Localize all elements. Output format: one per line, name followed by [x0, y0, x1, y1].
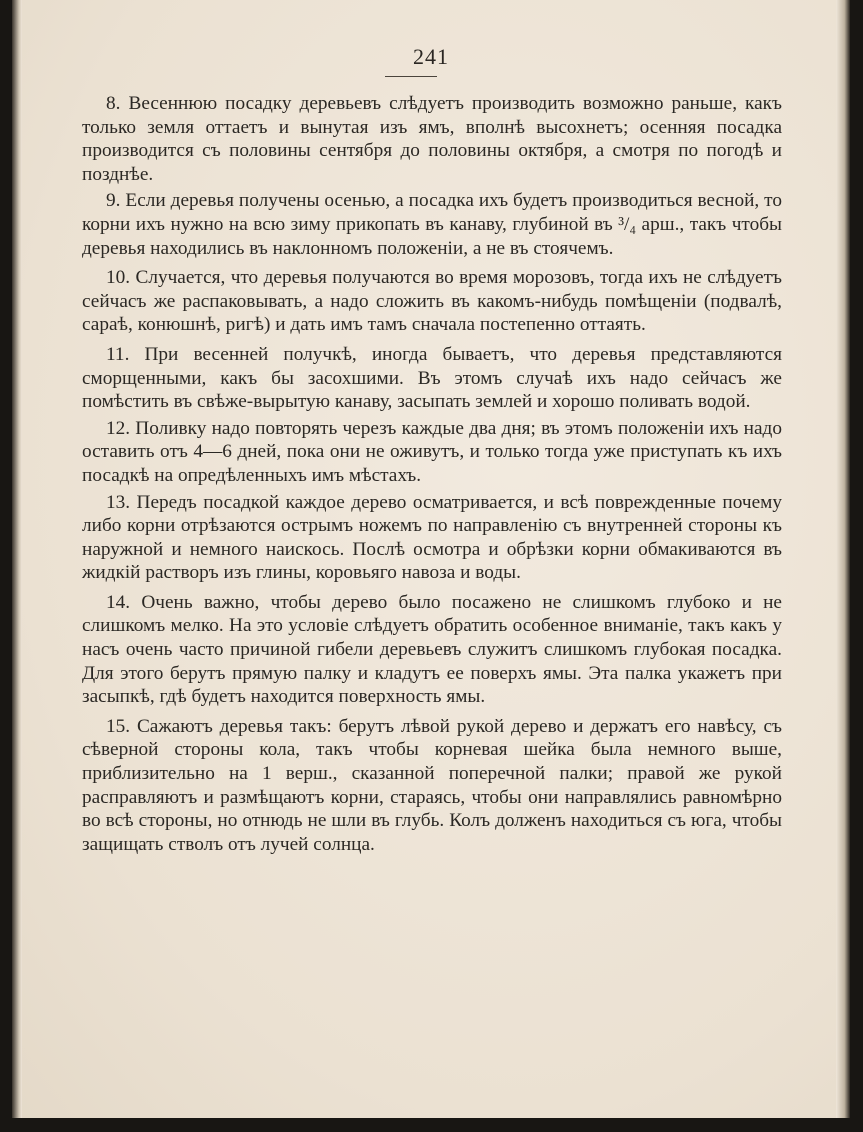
page-number-rule — [385, 76, 437, 77]
paragraph-11: 11. При весенней получкѣ, иногда бываетъ, что деревья представляются сморщенными, какъ бы засохшими. Въ этомъ случаѣ ихъ надо сейчасъ же помѣстить въ свѣже-вырытую канаву, засыпать землей и хорошо поливать водой. — [82, 343, 782, 413]
paragraph-15: 15. Сажаютъ деревья такъ: берутъ лѣвой рукой дерево и держатъ его навѣсу, съ сѣверной стороны кола, такъ чтобы корневая шейка была немного выше, приблизительно на 1 верш., сказанной поперечной палки; правой же рукой расправляютъ и размѣщаютъ корни, стараясь, чтобы они направлялись равномѣрно во всѣ стороны, но отнюдь не шли въ глубь. Колъ долженъ находиться съ юга, чтобы защищать стволъ отъ лучей солнца. — [82, 715, 782, 855]
paragraph-13: 13. Передъ посадкой каждое дерево осматривается, и всѣ поврежденные почему либо корни отрѣзаются острымъ ножемъ по направленiю съ внутренней стороны къ наружной и немного наискось. Послѣ осмотра и обрѣзки корни обмакиваются въ жидкiй растворъ изъ глины, коровьяго навоза и воды. — [82, 491, 782, 584]
book-page — [12, 0, 850, 1118]
paragraph-14: 14. Очень важно, чтобы дерево было посажено не слишкомъ глубоко и не слишкомъ мелко. На это условiе слѣдуетъ обратить особенное вниманiе, такъ какъ у насъ очень часто причиной гибели деревьевъ служитъ слишкомъ глубокая посадка. Для этого берутъ прямую палку и кладутъ ее поверхъ ямы. Эта палка укажетъ при засыпкѣ, гдѣ будетъ находится поверхность ямы. — [82, 591, 782, 708]
paragraph-8: 8. Весеннюю посадку деревьевъ слѣдуетъ производить возможно раньше, какъ только земля оттаетъ и вынутая изъ ямъ, вполнѣ высохнетъ; осенняя посадка производится съ половины сентября до половины октября, а смотря по погодѣ и позднѣе. — [82, 93, 782, 185]
page-left-edge — [12, 0, 22, 1118]
page-right-edge — [836, 0, 850, 1118]
paragraph-12: 12. Поливку надо повторять черезъ каждые два дня; въ этомъ положенiи ихъ надо оставить отъ 4—6 дней, пока они не оживутъ, и только тогда уже приступать къ ихъ посадкѣ на опредѣленныхъ имъ мѣстахъ. — [82, 417, 782, 486]
page-body — [82, 92, 782, 859]
paragraph-9: 9. Если деревья получены осенью, а посадка ихъ будетъ производиться весной, то корни ихъ нужно на всю зиму прикопать въ канаву, глубиной въ ³/₄ арш., такъ чтобы деревья находились въ наклонномъ положенiи, а не въ стоячемъ. — [82, 190, 782, 259]
page-number: 241 — [413, 44, 449, 69]
paragraph-10: 10. Случается, что деревья получаются во время морозовъ, тогда ихъ не слѣдуетъ сейчасъ же распаковывать, а надо сложить въ какомъ-нибудь помѣщенiи (подвалѣ, сараѣ, конюшнѣ, ригѣ) и дать имъ тамъ сначала постепенно оттаять. — [82, 267, 782, 336]
